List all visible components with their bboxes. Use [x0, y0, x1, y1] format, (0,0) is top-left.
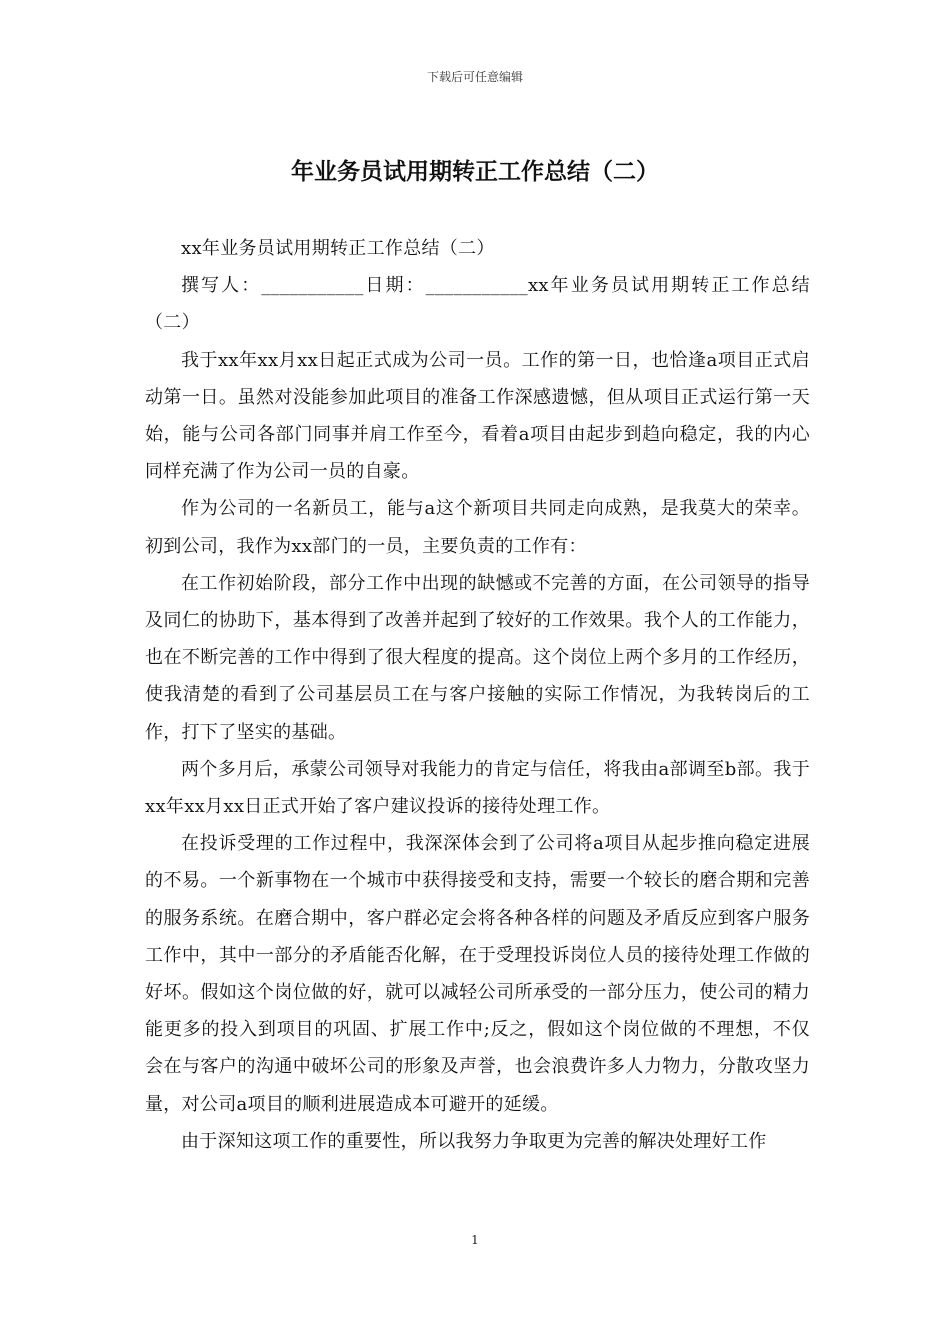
paragraph-new-employee: 作为公司的一名新员工，能与a这个新项目共同走向成熟，是我莫大的荣幸。初到公司，我作为xx部门的一员，主要负责的工作有： [145, 498, 810, 557]
paragraph-author-line: 撰写人：___________日期：___________xx年业务员试用期转正工作总结（二） [145, 275, 810, 334]
paragraph-transfer: 两个多月后，承蒙公司领导对我能力的肯定与信任，将我由a部调至b部。我于xx年xx月xx日正式开始了客户建议投诉的接待处理工作。 [145, 758, 810, 818]
page-number: 1 [471, 1233, 479, 1247]
paragraph-complaints: 在投诉受理的工作过程中，我深深体会到了公司将a项目从起步推向稳定进展的不易。一个新事物在一个城市中获得接受和支持，需要一个较长的磨合期和完善的服务系统。在磨合期中，客户群必定会将各种各样的问题及矛盾反应到客户服务工作中，其中一部分的矛盾能否化解，在于受理投诉岗位人员的接待处理工作做的好坏。假如这个岗位做的好，就可以减轻公司所承受的一部分压力，使公司的精力能更多的投入到项目的巩固、扩展工作中;反之，假如这个岗位做的不理想，不仅会在与客户的沟通中破坏公司的形象及声誉，也会浪费许多人力物力，分散攻坚力量，对公司a项目的顺利进展造成本可避开的延缓。 [145, 833, 810, 1115]
paragraph-start-date: 我于xx年xx月xx日起正式成为公司一员。工作的第一日，也恰逢a项目正式启动第一日。虽然对没能参加此项目的准备工作深感遗憾，但从项目正式运行第一天始，能与公司各部门同事并肩工作至今，看着a项目由起步到趋向稳定，我的内心同样充满了作为公司一员的自豪。 [145, 349, 810, 483]
header-note: 下载后可任意编辑 [426, 70, 523, 84]
paragraph-importance: 由于深知这项工作的重要性，所以我努力争取更为完善的解决处理好工作 [181, 1130, 767, 1152]
paragraph-initial-stage: 在工作初始阶段，部分工作中出现的缺憾或不完善的方面，在公司领导的指导及同仁的协助下，基本得到了改善并起到了较好的工作效果。我个人的工作能力，也在不断完善的工作中得到了很大程度的提高。这个岗位上两个多月的工作经历，使我清楚的看到了公司基层员工在与客户接触的实际工作情况，为我转岗后的工作，打下了坚实的基础。 [145, 572, 810, 743]
paragraph-subtitle: xx年业务员试用期转正工作总结（二） [181, 238, 495, 259]
document-title: 年业务员试用期转正工作总结（二） [291, 159, 659, 185]
document-body [145, 230, 810, 1160]
